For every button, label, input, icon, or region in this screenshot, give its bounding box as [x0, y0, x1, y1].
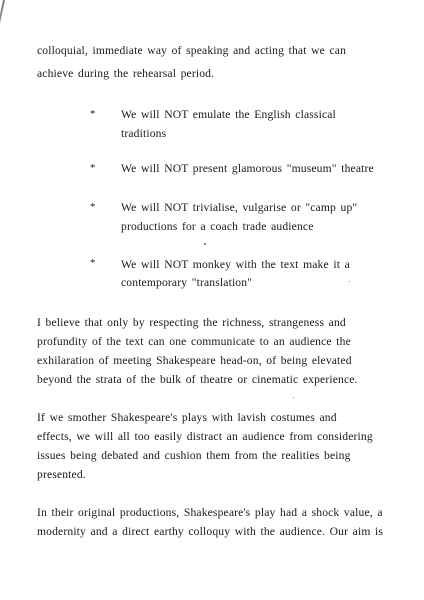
bullet-marker: *	[90, 108, 96, 120]
scan-edge-mark	[0, 0, 5, 30]
paragraph-line: profundity of the text can one communicate to an audience the	[37, 335, 351, 348]
bullet-line: We will NOT trivialise, vulgarise or "camp up"	[121, 201, 358, 214]
scan-speck	[349, 281, 350, 282]
bullet-marker: *	[90, 162, 96, 174]
scan-speck	[204, 243, 206, 245]
bullet-line: contemporary "translation"	[121, 276, 253, 289]
bullet-line: traditions	[121, 127, 167, 140]
bullet-line: We will NOT present glamorous "museum" theatre	[121, 162, 374, 175]
paragraph-line: I believe that only by respecting the richness, strangeness and	[37, 316, 346, 329]
paragraph-line: If we smother Shakespeare's plays with lavish costumes and	[37, 411, 337, 424]
intro-line: colloquial, immediate way of speaking and acting that we can	[37, 44, 347, 57]
bullet-line: productions for a coach trade audience	[121, 220, 314, 233]
paragraph-line: presented.	[37, 468, 86, 481]
bullet-line: We will NOT monkey with the text make it a	[121, 258, 350, 271]
paragraph-line: modernity and a direct earthy colloquy with the audience. Our aim is	[37, 525, 384, 538]
paragraph-line: beyond the strata of the bulk of theatre or cinematic experience.	[37, 373, 358, 386]
bullet-marker: *	[90, 201, 96, 213]
paragraph-line: effects, we will all too easily distract an audience from considering	[37, 430, 373, 443]
bullet-line: We will NOT emulate the English classical	[121, 108, 336, 121]
paragraph-line: In their original productions, Shakespeare's play had a shock value, a	[37, 506, 383, 519]
paragraph-line: issues being debated and cushion them from the realities being	[37, 449, 351, 462]
paragraph-line: exhilaration of meeting Shakespeare head-on, of being elevated	[37, 354, 352, 367]
bullet-marker: *	[90, 257, 96, 269]
intro-line: achieve during the rehearsal period.	[37, 67, 215, 80]
scan-speck	[293, 397, 294, 398]
